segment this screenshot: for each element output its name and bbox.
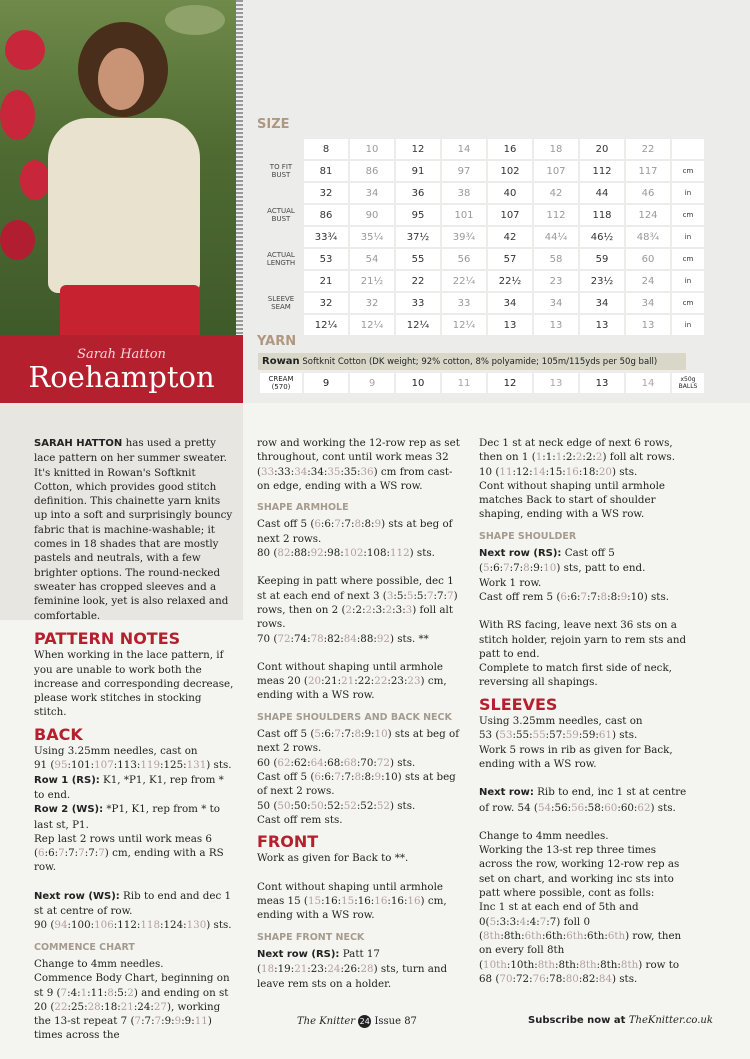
size-cell: 107 [534, 161, 578, 181]
size-cell: 54 [350, 249, 394, 269]
size-row-label: TO FIT BUST [269, 163, 293, 179]
armhole-1: Cast off 5 (6:6:7:7:8:8:9) sts at beg of next 2 rows. 80 (82:88:92:98:102:108:112) sts. [257, 518, 453, 560]
intro-lead: SARAH HATTON [34, 438, 123, 449]
size-unit: cm [672, 205, 704, 225]
size-cell: 12¼ [442, 315, 486, 335]
size-cell: 117 [626, 161, 670, 181]
shoulder-text: Next row (RS): Cast off 5 (5:6:7:7:8:9:10) sts, patt to end. Work 1 row. Cast off rem 5 (6:6:7:7:8:8:9:10) sts. [479, 547, 669, 603]
size-cell: 57 [488, 249, 532, 269]
yarn-shade: CREAM (570) [260, 373, 302, 393]
size-cell: 22 [626, 139, 670, 159]
cont-until: row and working the 12-row rep as set throughout, cont until work meas 32 (33:33:34:34:35:35:36) cm from cast-on edge, ending with a WS row. [257, 437, 460, 492]
back-heading: BACK [34, 724, 83, 744]
yarn-ball-count: 14 [626, 373, 670, 393]
size-cell: 48¾ [626, 227, 670, 247]
column-2 [257, 436, 462, 991]
size-cell: 46 [626, 183, 670, 203]
size-cell: 112 [580, 161, 624, 181]
size-row-label [260, 139, 302, 159]
page-number: 24 [359, 1017, 370, 1026]
designer-name: Sarah Hatton [77, 347, 166, 362]
issue-number: Issue 87 [374, 1016, 417, 1027]
size-cell: 42 [488, 227, 532, 247]
size-cell: 12¼ [304, 315, 348, 335]
pattern-notes-text: When working in the lace pattern, if you are unable to work both the increase and corresponding decrease, please work stitches in stocking stitch. [34, 649, 234, 719]
size-cell: 37½ [396, 227, 440, 247]
size-cell: 34 [626, 293, 670, 313]
size-cell: 59 [580, 249, 624, 269]
shape-armhole-heading: SHAPE ARMHOLE [257, 502, 349, 514]
size-cell: 38 [442, 183, 486, 203]
subscribe-text: Subscribe now at [528, 1015, 629, 1026]
next-row-ws: Next row (WS): Rib to end and dec 1 st at centre of row. 90 (94:100:106:112:118:124:130) sts. [34, 889, 232, 932]
size-cell: 42 [534, 183, 578, 203]
size-heading: SIZE [257, 117, 290, 132]
size-cell: 21 [304, 271, 348, 291]
column-1 [34, 629, 234, 1043]
yarn-unit: x50g BALLS [672, 373, 704, 393]
complete-match: Complete to match first side of neck, reversing all shapings. [479, 662, 672, 689]
size-cell: 32 [350, 293, 394, 313]
size-cell: 86 [350, 161, 394, 181]
size-cell: 33 [396, 293, 440, 313]
size-row [260, 183, 704, 203]
size-unit: in [672, 227, 704, 247]
size-cell: 35¼ [350, 227, 394, 247]
size-cell: 44 [580, 183, 624, 203]
shape-front-neck-heading: SHAPE FRONT NECK [257, 931, 365, 943]
size-cell: 55 [396, 249, 440, 269]
size-row [260, 249, 704, 269]
size-row [260, 271, 704, 291]
size-row [260, 227, 704, 247]
size-row-label [260, 227, 302, 247]
front-2: Cont without shaping until armhole meas 15 (15:16:15:16:16:16:16) cm, ending with a WS row. [257, 880, 447, 922]
site-link[interactable]: TheKnitter.co.uk [628, 1015, 713, 1026]
size-cell: 33 [442, 293, 486, 313]
size-cell: 18 [534, 139, 578, 159]
shape-shoulders-heading: SHAPE SHOULDERS AND BACK NECK [257, 711, 452, 723]
size-row [260, 139, 704, 159]
size-cell: 14 [442, 139, 486, 159]
size-cell: 22¼ [442, 271, 486, 291]
front-1: Work as given for Back to **. [257, 852, 409, 865]
size-cell: 39¾ [442, 227, 486, 247]
size-cell: 12 [396, 139, 440, 159]
size-cell: 118 [580, 205, 624, 225]
yarn-heading: YARN [257, 334, 297, 349]
size-cell: 95 [396, 205, 440, 225]
size-row-label: SLEEVE SEAM [267, 295, 295, 311]
size-cell: 86 [304, 205, 348, 225]
size-cell: 13 [580, 315, 624, 335]
yarn-details: Softknit Cotton (DK weight; 92% cotton, 8% polyamide; 105m/115yds per 50g ball) [299, 357, 658, 367]
size-cell: 24 [626, 271, 670, 291]
size-unit: cm [672, 249, 704, 269]
size-cell: 23½ [580, 271, 624, 291]
size-cell: 58 [534, 249, 578, 269]
magazine-name: The Knitter [297, 1016, 356, 1027]
size-cell: 12¼ [396, 315, 440, 335]
size-cell: 22½ [488, 271, 532, 291]
size-cell: 32 [304, 293, 348, 313]
size-cell: 13 [534, 315, 578, 335]
size-cell: 36 [396, 183, 440, 203]
yarn-ball-count: 9 [304, 373, 348, 393]
keeping-in-patt: Keeping in patt where possible, dec 1 st at each end of next 3 (3:5:5:5:7:7:7) rows, then on 2 (2:2:2:3:2:3:3) foll alt rows. 70 (72:74:78:82:84:88:92) sts. ** [257, 575, 458, 645]
sleeves-change: Change to 4mm needles. [479, 829, 609, 842]
size-row-label [260, 315, 302, 335]
sleeves-inc: Inc 1 st at each end of 5th and 0(5:3:3:4:4:7:7) foll 0 (8th:8th:6th:6th:6th:6th:6th) row, then on every foll 8th (10th:10th:8th:8th:8th:8th:8th) row to 68 (70:72:76:78:80:82:84) sts. [479, 901, 682, 985]
rs-facing: With RS facing, leave next 36 sts on a stitch holder, rejoin yarn to rem sts and patt to end. [479, 619, 687, 660]
footer-magazine [297, 1015, 417, 1028]
sleeves-heading: SLEEVES [479, 694, 558, 714]
size-table [258, 137, 706, 337]
neck-text: Next row (RS): Patt 17 (18:19:21:23:24:26:28) sts, turn and leave rem sts on a holder. [257, 947, 448, 990]
yarn-ball-count: 11 [442, 373, 486, 393]
size-row-label [260, 183, 302, 203]
size-cell: 21½ [350, 271, 394, 291]
size-cell: 10 [350, 139, 394, 159]
intro-text [34, 436, 234, 623]
size-cell: 60 [626, 249, 670, 269]
size-cell: 107 [488, 205, 532, 225]
size-unit: in [672, 315, 704, 335]
front-heading: FRONT [257, 832, 319, 852]
size-cell: 12¼ [350, 315, 394, 335]
pattern-title: Roehampton [28, 360, 215, 394]
size-cell: 101 [442, 205, 486, 225]
pattern-notes-heading: PATTERN NOTES [34, 629, 181, 648]
size-cell: 34 [488, 293, 532, 313]
yarn-ball-count: 10 [396, 373, 440, 393]
size-unit [672, 139, 704, 159]
size-cell: 97 [442, 161, 486, 181]
size-cell: 102 [488, 161, 532, 181]
size-unit: in [672, 271, 704, 291]
size-unit: cm [672, 293, 704, 313]
size-row-label: ACTUAL BUST [267, 207, 295, 223]
size-unit: cm [672, 161, 704, 181]
rep-rows: Rep last 2 rows until work meas 6 (6:6:7:7:7:7:7) cm, ending with a RS row. [34, 832, 224, 874]
row-1: Row 1 (RS): K1, *P1, K1, rep from * to end. [34, 773, 224, 801]
yarn-ball-count: 12 [488, 373, 532, 393]
size-cell: 44¼ [534, 227, 578, 247]
back-cast-on: Using 3.25mm needles, cast on 91 (95:101:107:113:119:125:131) sts. [34, 745, 232, 772]
dec-neck: Dec 1 st at neck edge of next 6 rows, then on 1 (1:1:1:2:2:2:2) foll alt rows. 10 (11:12:14:15:16:18:20) sts. [479, 437, 675, 478]
size-cell: 32 [304, 183, 348, 203]
size-row-label [260, 271, 302, 291]
size-cell: 20 [580, 139, 624, 159]
yarn-brand: Rowan [262, 356, 300, 367]
size-cell: 34 [350, 183, 394, 203]
row-2: Row 2 (WS): *P1, K1, rep from * to last st, P1. [34, 803, 220, 831]
size-cell: 46½ [580, 227, 624, 247]
size-row [260, 293, 704, 313]
intro-body: has used a pretty lace pattern on her summer sweater. It's knitted in Rowan's Softknit Cotton, which provides good stitch definition. This chainette yarn knits up into a soft and surprisingly bouncy fabric that is machine-washable; it comes in 18 shades that are mostly pastels and neutrals, with a few brighter options. The round-necked sweater has cropped sleeves and a feminine look, yet is also relaxed and comfortable. [34, 437, 233, 622]
size-row [260, 205, 704, 225]
yarn-ball-count: 13 [580, 373, 624, 393]
sleeves-rib: Work 5 rows in rib as given for Back, ending with a WS row. [479, 743, 673, 770]
size-row [260, 315, 704, 335]
footer-subscribe[interactable] [528, 1015, 713, 1026]
size-cell: 56 [442, 249, 486, 269]
shoulders-text: Cast off 5 (5:6:7:7:8:9:10) sts at beg of next 2 rows. 60 (62:62:64:68:68:70:72) sts. Cast off 5 (6:6:7:7:8:8:9:10) sts at beg of next 2 rows. 50 (50:50:50:52:52:52:52) sts. Cast off rem sts. [257, 728, 460, 826]
size-cell: 53 [304, 249, 348, 269]
yarn-ball-count: 9 [350, 373, 394, 393]
commence-text: Change to 4mm needles. Commence Body Chart, beginning on st 9 (7:4:1:11:8:5:2) and ending on st 20 (22:25:28:18:21:24:27), working the 13-st repeat 7 (7:7:7:9:9:9:11) times across the [34, 957, 230, 1042]
yarn-description [258, 353, 686, 370]
size-cell: 34 [534, 293, 578, 313]
size-cell: 22 [396, 271, 440, 291]
sleeves-cast-on: Using 3.25mm needles, cast on 53 (53:55:55:57:59:59:61) sts. [479, 715, 643, 742]
model-photo [0, 0, 243, 335]
size-cell: 112 [534, 205, 578, 225]
title-box [0, 335, 243, 403]
size-cell: 90 [350, 205, 394, 225]
size-unit: in [672, 183, 704, 203]
sleeves-next-row: Next row: Rib to end, inc 1 st at centre of row. 54 (54:56:56:58:60:60:62) sts. [479, 786, 687, 814]
size-cell: 8 [304, 139, 348, 159]
size-cell: 40 [488, 183, 532, 203]
cont-shoulder: Cont without shaping until armhole matches Back to start of shoulder shaping, ending with a WS row. [479, 479, 665, 521]
yarn-table [258, 371, 706, 395]
size-cell: 81 [304, 161, 348, 181]
commence-chart-heading: COMMENCE CHART [34, 941, 135, 953]
size-row [260, 161, 704, 181]
sleeves-working: Working the 13-st rep three times across the row, working 12-row rep as set on chart, and working inc sts into patt where possible, cont as folls: [479, 844, 680, 900]
shape-shoulder-heading: SHAPE SHOULDER [479, 530, 577, 542]
size-cell: 13 [626, 315, 670, 335]
size-cell: 13 [488, 315, 532, 335]
size-cell: 33¾ [304, 227, 348, 247]
yarn-ball-count: 13 [534, 373, 578, 393]
size-cell: 91 [396, 161, 440, 181]
size-cell: 16 [488, 139, 532, 159]
cont-armhole: Cont without shaping until armhole meas 20 (20:21:21:22:22:23:23) cm, ending with a WS row. [257, 660, 447, 702]
size-cell: 23 [534, 271, 578, 291]
size-cell: 124 [626, 205, 670, 225]
size-cell: 34 [580, 293, 624, 313]
column-3 [479, 436, 689, 986]
size-row-label: ACTUAL LENGTH [266, 251, 296, 267]
